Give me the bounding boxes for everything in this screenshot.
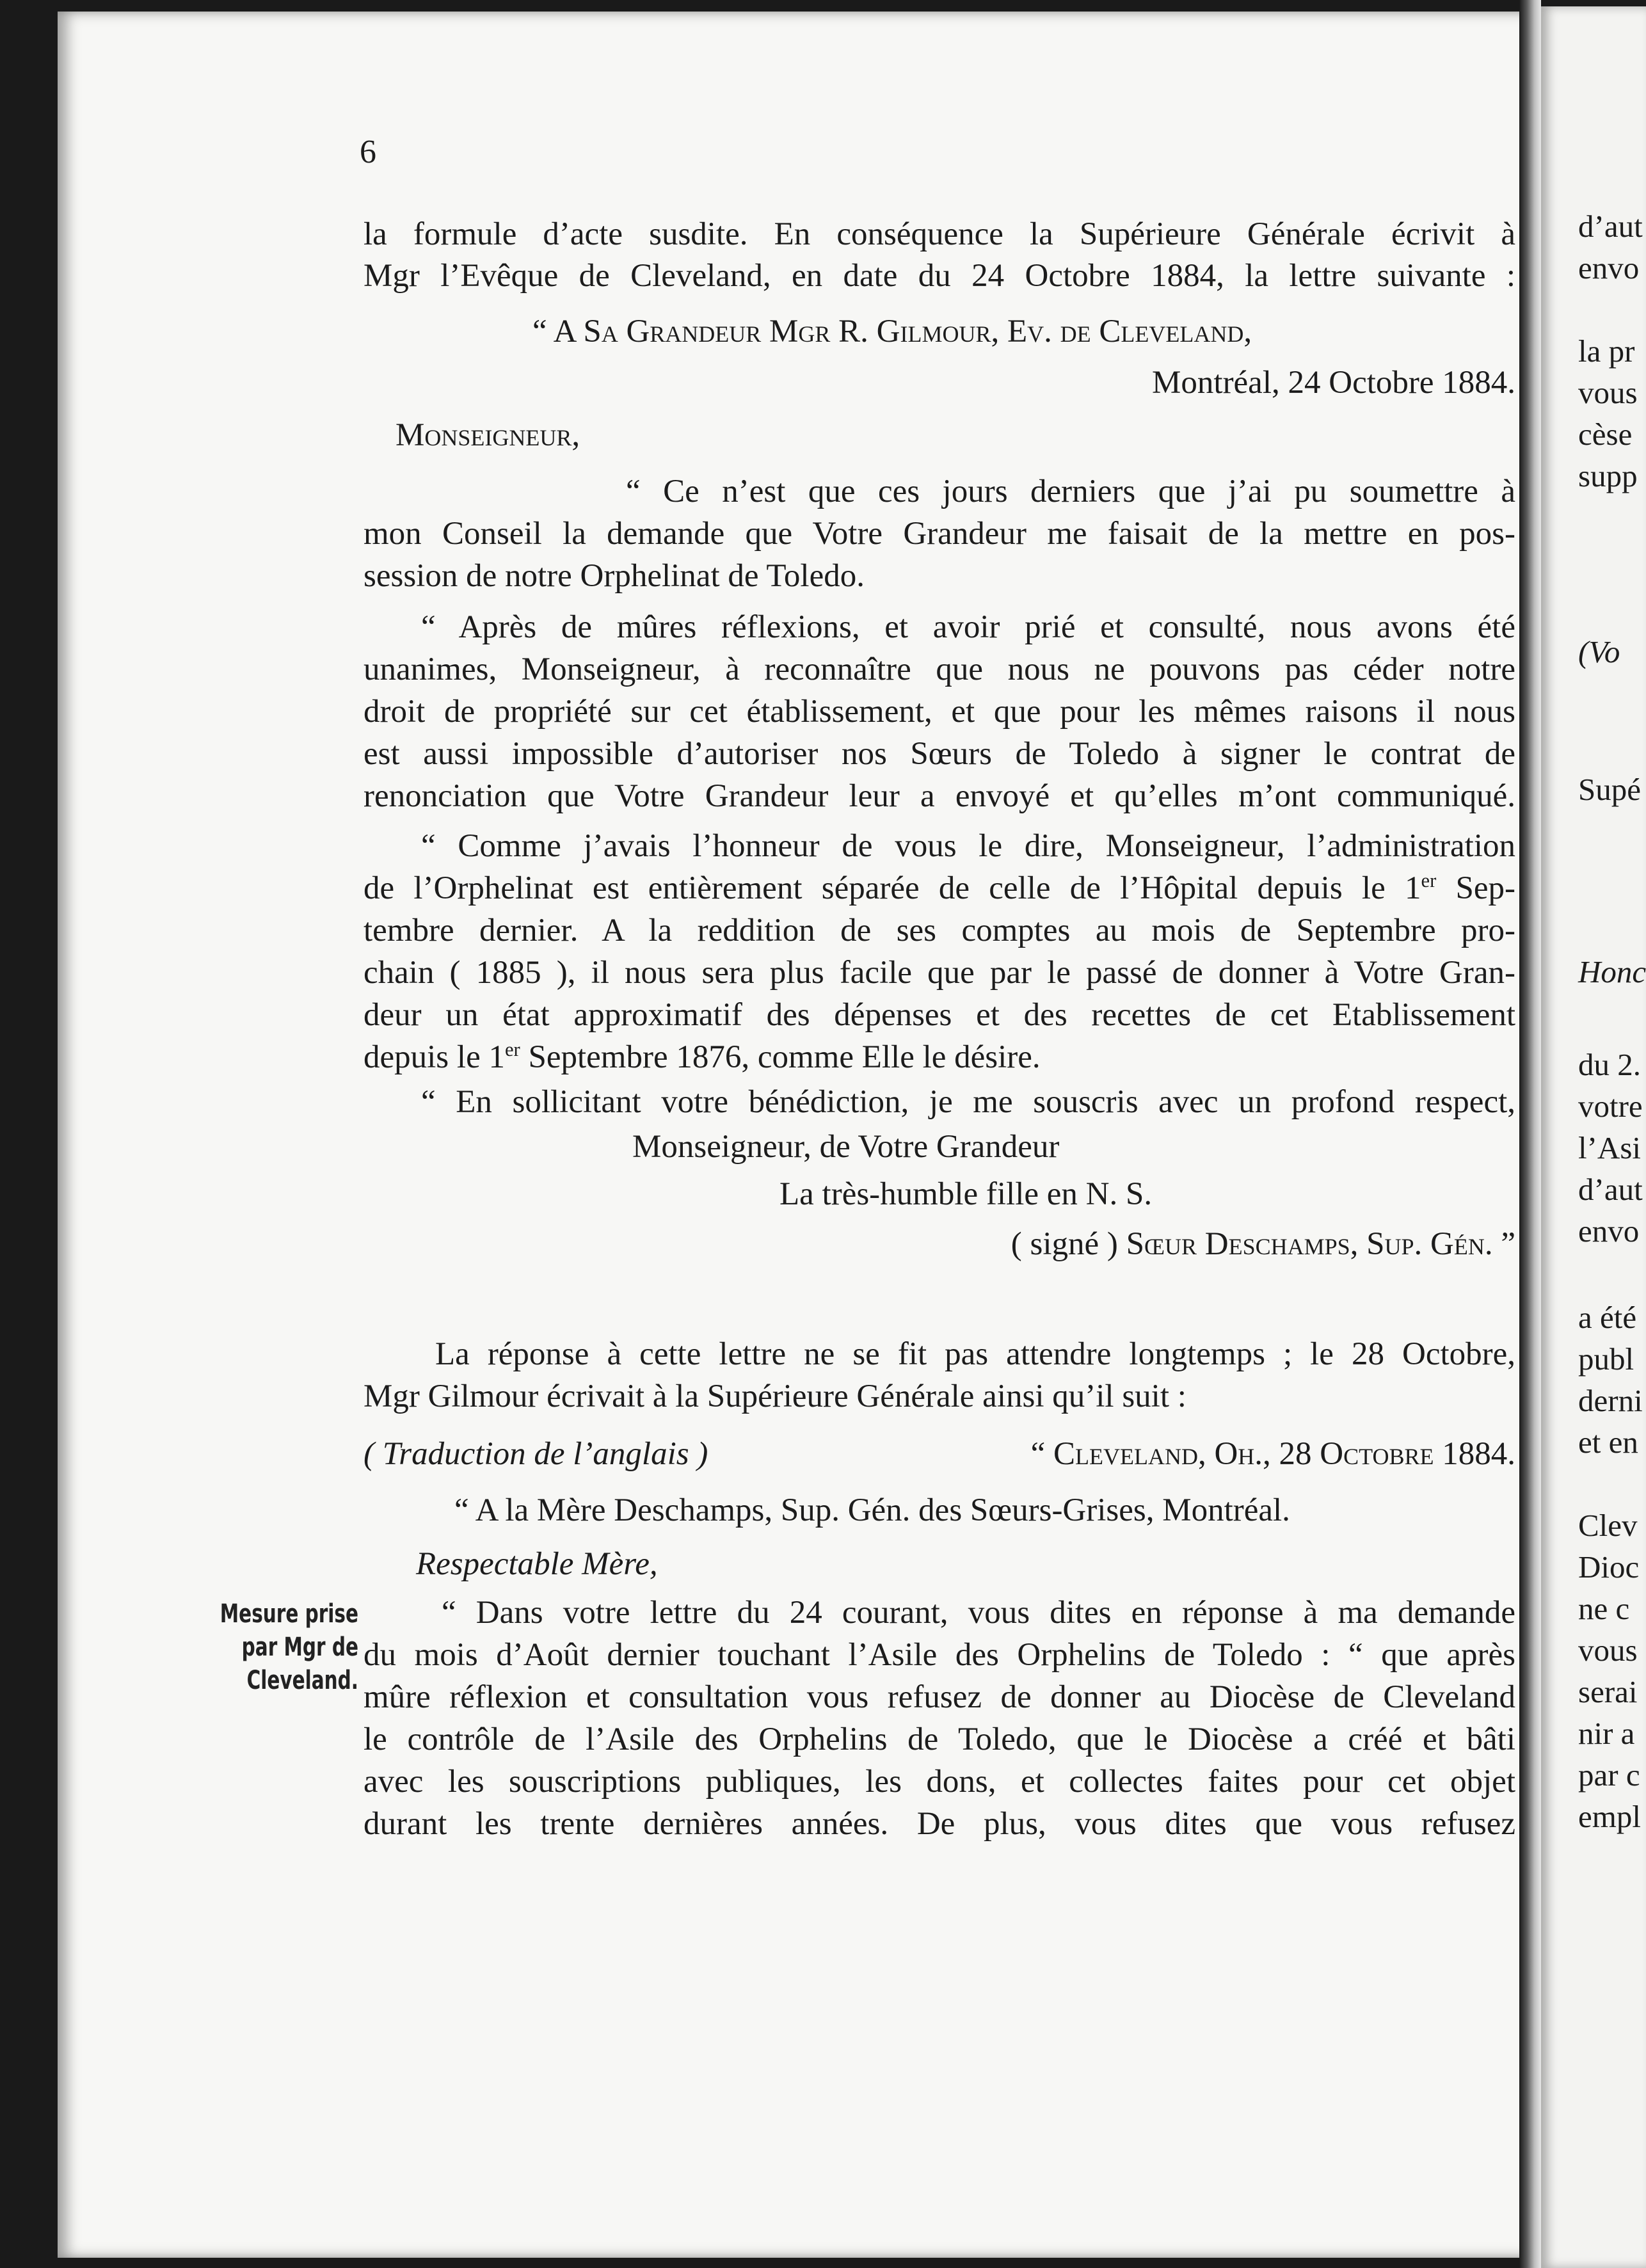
letter-salutation: Respectable Mère, (416, 1546, 658, 1582)
text-run: Sep- (1436, 870, 1515, 906)
letter-address: “ A la Mère Deschamps, Sup. Gén. des Sœurs-Grises, Montréal. (454, 1492, 1290, 1528)
text-line: La réponse à cette lettre ne se fit pas attendre longtemps ; le 28 Octobre, (435, 1336, 1515, 1372)
letter-address: “ A Sa Grandeur Mgr R. Gilmour, Ev. de Cleveland, (532, 314, 1252, 349)
fragment: vous (1578, 1633, 1638, 1668)
fragment: serai (1578, 1674, 1638, 1709)
text-line: droit de propriété sur cet établissement, et que pour les mêmes raisons il nous (364, 694, 1515, 730)
margin-note-line: Cleveland. (246, 1666, 358, 1695)
fragment: nir a (1578, 1716, 1635, 1751)
fragment: (Vo (1578, 634, 1620, 669)
fragment: envo (1578, 250, 1640, 285)
text-line: le contrôle de l’Asile des Orphelins de Toledo, que le Diocèse a créé et bâti (364, 1721, 1515, 1757)
text-line: deur un état approximatif des dépenses et des recettes de cet Etablissement (364, 997, 1515, 1033)
fragment: cèse (1578, 417, 1633, 452)
text-line (364, 1038, 1041, 1076)
text-line: Mgr Gilmour écrivait à la Supérieure Générale ainsi qu’il suit : (364, 1378, 1187, 1414)
margin-note-line: Mesure prise (220, 1599, 358, 1629)
fragment: Dioc (1578, 1549, 1640, 1585)
letter-salutation: Monseigneur, (396, 417, 580, 453)
fragment: derni (1578, 1383, 1643, 1418)
superscript: er (504, 1039, 520, 1060)
text-line: session de notre Orphelinat de Toledo. (364, 558, 865, 594)
translation-note: ( Traduction de l’anglais ) (364, 1436, 708, 1472)
fragment: publ (1578, 1341, 1634, 1377)
fragment: envo (1578, 1213, 1640, 1249)
superscript: er (1421, 870, 1437, 891)
signature-prefix: ( signé ) (1011, 1226, 1126, 1262)
fragment: supp (1578, 458, 1638, 493)
text-line: “ Ce n’est que ces jours derniers que j’ai pu soumettre à (626, 474, 1515, 509)
left-page (58, 12, 1530, 2258)
text-line: du mois d’Août dernier touchant l’Asile des Orphelins de Toledo : “ que après (364, 1637, 1515, 1673)
text-line: tembre dernier. A la reddition de ses comptes au mois de Septembre pro- (364, 913, 1515, 948)
text-line: chain ( 1885 ), il nous sera plus facile que par le passé de donner à Votre Gran- (364, 955, 1515, 991)
book-gutter (1519, 0, 1541, 2268)
text-line: unanimes, Monseigneur, à reconnaître que nous ne pouvons pas céder notre (364, 651, 1515, 687)
fragment: d’aut (1578, 209, 1643, 244)
text-run: depuis le 1 (364, 1039, 505, 1075)
fragment: la pr (1578, 333, 1635, 369)
text-run: de l’Orphelinat est entièrement séparée de celle de l’Hôpital depuis le 1 (364, 870, 1421, 906)
fragment: l’Asi (1578, 1130, 1641, 1165)
letter-closing: La très-humble fille en N. S. (779, 1176, 1153, 1212)
signature-name: Sœur Deschamps, Sup. Gén. ” (1126, 1226, 1515, 1262)
text-line: mûre réflexion et consultation vous refusez de donner au Diocèse de Cleveland (364, 1679, 1515, 1715)
text-line: avec les souscriptions publiques, les dons, et collectes faites pour cet objet (364, 1764, 1515, 1800)
right-page-edge (1541, 6, 1646, 2268)
page-number: 6 (360, 134, 376, 170)
text-line: est aussi impossible d’autoriser nos Sœurs de Toledo à signer le contrat de (364, 736, 1515, 772)
text-run: Septembre 1876, comme Elle le désire. (520, 1039, 1041, 1075)
text-line: Mgr l’Evêque de Cleveland, en date du 24 Octobre 1884, la lettre suivante : (364, 258, 1515, 294)
fragment: empl (1578, 1799, 1641, 1834)
text-line: renonciation que Votre Grandeur leur a envoyé et qu’elles m’ont communiqué. (364, 778, 1515, 814)
letter-closing: Monseigneur, de Votre Grandeur (632, 1129, 1060, 1165)
fragment: d’aut (1578, 1172, 1643, 1207)
letter-dateline: Montréal, 24 Octobre 1884. (1152, 365, 1515, 401)
fragment: par c (1578, 1757, 1640, 1793)
fragment: et en (1578, 1425, 1638, 1460)
text-line: “ Après de mûres réflexions, et avoir prié et consulté, nous avons été (421, 609, 1515, 645)
text-line (364, 869, 1515, 907)
text-line: “ En sollicitant votre bénédiction, je me souscris avec un profond respect, (421, 1084, 1515, 1120)
fragment: vous (1578, 375, 1638, 410)
margin-note (185, 1597, 358, 1697)
text-line: mon Conseil la demande que Votre Grandeur me faisait de la mettre en pos- (364, 516, 1515, 552)
fragment: ne c (1578, 1591, 1630, 1626)
text-line: “ Comme j’avais l’honneur de vous le dire, Monseigneur, l’administration (421, 828, 1515, 864)
letter-dateline: “ Cleveland, Oh., 28 Octobre 1884. (1030, 1436, 1515, 1472)
text-line: la formule d’acte susdite. En conséquence la Supérieure Générale écrivit à (364, 216, 1515, 252)
fragment: Honc (1578, 954, 1646, 989)
fragment: Clev (1578, 1508, 1638, 1543)
fragment: votre (1578, 1089, 1643, 1124)
fragment: a été (1578, 1300, 1637, 1335)
text-line: “ Dans votre lettre du 24 courant, vous dites en réponse à ma demande (442, 1595, 1515, 1631)
fragment: du 2. (1578, 1047, 1641, 1082)
letter-signature (1011, 1225, 1515, 1263)
text-line: durant les trente dernières années. De plus, vous dites que vous refusez (364, 1806, 1515, 1842)
margin-note-line: par Mgr de (241, 1633, 358, 1662)
fragment: Supé (1578, 772, 1641, 807)
